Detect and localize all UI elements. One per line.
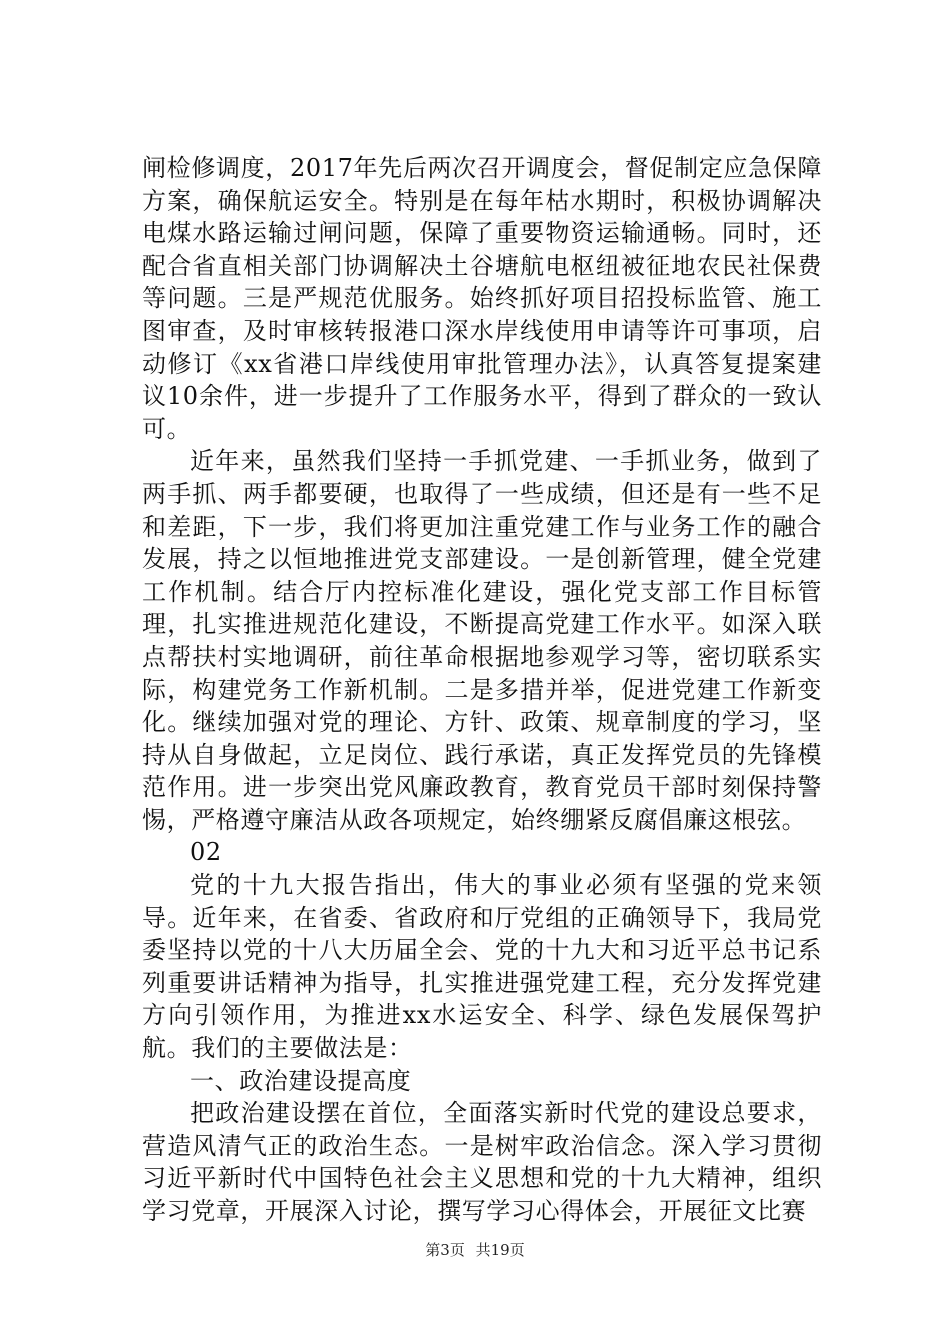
paragraph-1: 闸检修调度，2017年先后两次召开调度会，督促制定应急保障方案，确保航运安全。特别是在每年枯水期时，积极协调解决电煤水路运输过闸问题，保障了重要物资运输通畅。同时，还配合省直相关部门协调解决土谷塘航电枢纽被征地农民社保费等问题。三是严规范优服务。始终抓好项目招投标监管、施工图审查，及时审核转报港口深水岸线使用申请等许可事项，启动修订《xx省港口岸线使用审批管理办法》，认真答复提案建议10余件，进一步提升了工作服务水平，得到了群众的一致认可。 bbox=[142, 154, 822, 443]
page-footer bbox=[0, 1240, 950, 1260]
document-body bbox=[142, 152, 822, 1228]
section-heading: 一、政治建设提高度 bbox=[190, 1066, 412, 1095]
page-total: 共19页 bbox=[475, 1241, 525, 1259]
paragraph-4: 把政治建设摆在首位，全面落实新时代党的建设总要求，营造风清气正的政治生态。一是树牢政治信念。深入学习贯彻习近平新时代中国特色社会主义思想和党的十九大精神，组织学习党章，开展深入讨论，撰写学习心得体会，开展征文比赛 bbox=[142, 1099, 822, 1225]
paragraph-3: 党的十九大报告指出，伟大的事业必须有坚强的党来领导。近年来，在省委、省政府和厅党组的正确领导下，我局党委坚持以党的十八大历届全会、党的十九大和习近平总书记系列重要讲话精神为指导，扎实推进强党建工程，充分发挥党建方向引领作用，为推进xx水运安全、科学、绿色发展保驾护航。我们的主要做法是： bbox=[142, 871, 822, 1063]
section-number: 02 bbox=[190, 838, 222, 867]
page-number: 第3页 bbox=[425, 1241, 465, 1259]
paragraph-2: 近年来，虽然我们坚持一手抓党建、一手抓业务，做到了两手抓、两手都要硬，也取得了一些成绩，但还是有一些不足和差距，下一步，我们将更加注重党建工作与业务工作的融合发展，持之以恒地推进党支部建设。一是创新管理，健全党建工作机制。结合厅内控标准化建设，强化党支部工作目标管理，扎实推进规范化建设，不断提高党建工作水平。如深入联点帮扶村实地调研，前往革命根据地参观学习等，密切联系实际，构建党务工作新机制。二是多措并举，促进党建工作新变化。继续加强对党的理论、方针、政策、规章制度的学习，坚持从自身做起，立足岗位、践行承诺，真正发挥党员的先锋模范作用。进一步突出党风廉政教育，教育党员干部时刻保持警惕，严格遵守廉洁从政各项规定，始终绷紧反腐倡廉这根弦。 bbox=[142, 447, 822, 834]
